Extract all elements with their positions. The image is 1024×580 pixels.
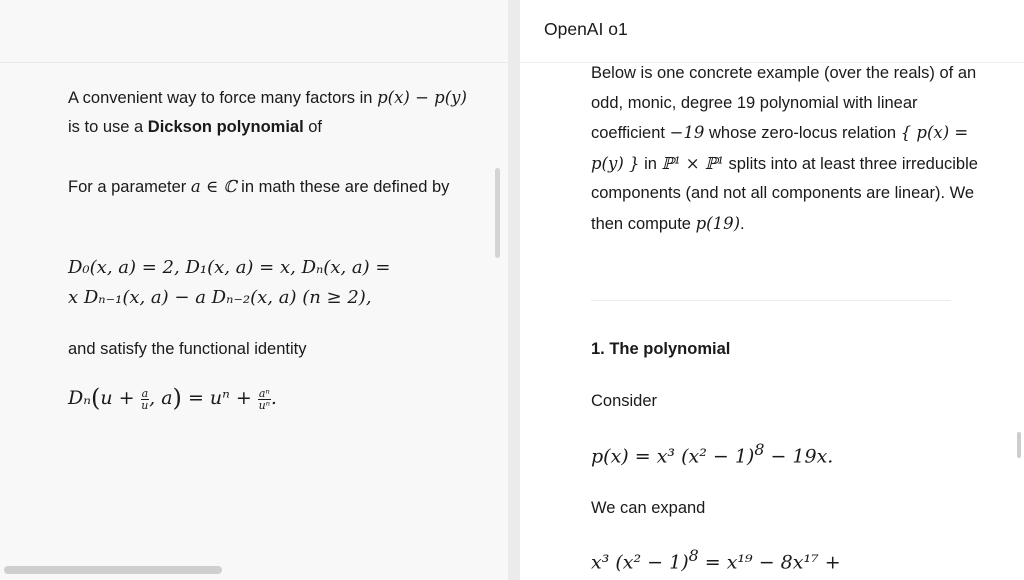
text: whose zero-locus relation (704, 124, 901, 142)
math-inline: p(x) − p(y) (377, 88, 467, 107)
math-part: , a (149, 387, 173, 409)
text: splits into at least three irreducible components (and not all components are linear). We then compute (591, 154, 978, 233)
pane-divider[interactable] (508, 0, 520, 580)
exponent: 8 (688, 546, 699, 565)
equation-expansion (591, 546, 841, 573)
text: . (740, 214, 745, 233)
denominator: u (141, 398, 149, 412)
equation-functional-identity (68, 384, 277, 412)
math-inline: a ∈ ℂ (190, 177, 237, 196)
equation-polynomial (591, 440, 833, 467)
math-part: = uⁿ + (181, 387, 258, 409)
numerator: aⁿ (258, 386, 270, 400)
paragraph-intro (68, 83, 478, 142)
math-part: x³ (591, 551, 616, 574)
paragraph-expand: We can expand (591, 499, 706, 517)
left-toolbar (0, 0, 508, 62)
equation-line: D₀(x, a) = 2, D₁(x, a) = x, Dₙ(x, a) = (68, 257, 391, 278)
denominator: uⁿ (258, 398, 271, 412)
numerator: a (141, 386, 149, 400)
model-header (520, 0, 1024, 62)
exponent: 8 (754, 440, 765, 459)
bold-term: Dickson polynomial (147, 118, 304, 136)
text: of (303, 118, 323, 136)
paragraph-parameter (68, 172, 468, 202)
model-name: OpenAI o1 (544, 19, 628, 39)
right-panel (520, 0, 1024, 580)
fraction (141, 388, 150, 411)
math-part: ( (90, 384, 101, 412)
text: in (639, 154, 662, 173)
paragraph-answer-intro (591, 59, 981, 239)
math-inline: ℙ¹ × ℙ¹ (661, 153, 724, 173)
math-inline: { p(x) = p(y) } (591, 123, 969, 173)
math-part: p(x) = x³ (591, 445, 682, 468)
math-part: Dₙ (68, 387, 91, 409)
vertical-scrollbar[interactable] (1017, 432, 1021, 458)
paragraph-consider: Consider (591, 392, 658, 410)
math-inline: p(19) (695, 213, 741, 233)
paragraph-identity: and satisfy the functional identity (68, 340, 307, 358)
left-panel (0, 0, 508, 580)
math-part: (x² − 1) (615, 551, 689, 574)
text: A convenient way to force many factors in (68, 89, 378, 107)
equation-dickson-recurrence (68, 253, 390, 313)
divider (0, 62, 508, 63)
math-inline: −19 (669, 123, 705, 142)
section-separator (591, 300, 951, 301)
text: Below is one concrete example (over the reals) of an odd, monic, degree 19 polynomial with linear coefficient (591, 64, 977, 142)
vertical-scrollbar[interactable] (495, 168, 500, 258)
math-part: − 19x. (764, 445, 834, 468)
equation-line: x Dₙ₋₁(x, a) − a Dₙ₋₂(x, a) (n ≥ 2), (68, 287, 372, 308)
horizontal-scrollbar[interactable] (4, 566, 222, 574)
math-part: u + (100, 387, 141, 409)
math-part: ) (172, 384, 182, 412)
fraction (258, 388, 271, 411)
text: For a parameter (68, 178, 191, 196)
math-part: . (270, 387, 277, 409)
math-part: = x¹⁹ − 8x¹⁷ + (698, 551, 841, 574)
text: is to use a (68, 118, 148, 136)
section-heading: 1. The polynomial (591, 340, 731, 358)
text: in math these are defined by (236, 178, 450, 196)
math-part: (x² − 1) (681, 445, 755, 468)
